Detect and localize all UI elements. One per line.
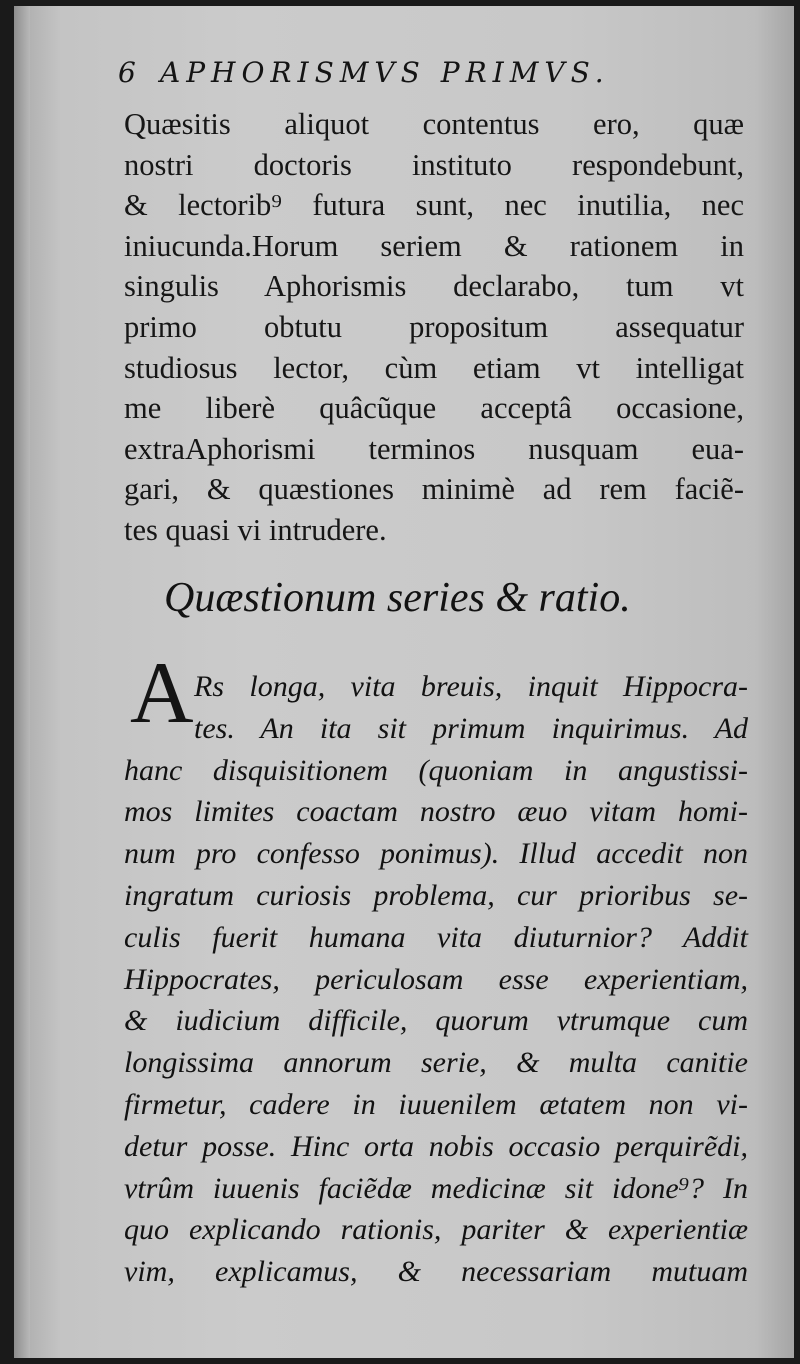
text-line: Hippocrates, periculosam esse experientiam, xyxy=(124,962,748,996)
text-line: Rs longa, vita breuis, inquit Hippocra- xyxy=(194,670,748,703)
text-line: num pro confesso ponimus). Illud accedit non xyxy=(124,837,748,871)
text-line: firmetur, cadere in iuuenilem ætatem non vi- xyxy=(124,1087,748,1121)
text-line: detur posse. Hinc orta nobis occasio perquirẽdi, xyxy=(124,1129,748,1163)
text-line: mos limites coactam nostro æuo vitam homi- xyxy=(124,795,748,829)
book-page xyxy=(14,6,794,1358)
body-paragraph xyxy=(124,666,748,1293)
text-line: singulis Aphorismis declarabo, tum vt xyxy=(124,269,744,304)
text-line: iniucunda.Horum seriem & rationem in xyxy=(124,228,744,263)
text-line: culis fuerit humana vita diuturnior? Addit xyxy=(124,920,748,954)
text-line: tes quasi vi intrudere. xyxy=(124,512,387,547)
text-line: tes. An ita sit primum inquirimus. Ad xyxy=(194,711,748,745)
text-line: extraAphorismi terminos nusquam eua- xyxy=(124,431,744,466)
text-line: quo explicando rationis, pariter & experientiæ xyxy=(124,1213,748,1247)
text-line: studiosus lector, cùm etiam vt intelligat xyxy=(124,350,744,385)
text-line: primo obtutu propositum assequatur xyxy=(124,309,744,344)
text-line: vim, explicamus, & necessariam mutuam xyxy=(124,1255,748,1289)
text-line: nostri doctoris instituto respondebunt, xyxy=(124,147,744,182)
text-line: Quæsitis aliquot contentus ero, quæ xyxy=(124,107,744,141)
running-header xyxy=(118,56,678,89)
drop-cap: A xyxy=(130,645,194,742)
text-line: & iudicium difficile, quorum vtrumque cum xyxy=(124,1004,748,1038)
text-line: ingratum curiosis problema, cur prioribus se- xyxy=(124,878,748,912)
running-title: APHORISMVS PRIMVS. xyxy=(160,56,610,89)
page-number: 6 xyxy=(118,56,136,89)
text-line: gari, & quæstiones minimè ad rem faciẽ- xyxy=(124,472,744,507)
text-line: me liberè quâcũque acceptâ occasione, xyxy=(124,391,744,426)
text-line: vtrûm iuuenis faciẽdæ medicinæ sit idone⁹? In xyxy=(124,1171,748,1205)
intro-paragraph xyxy=(124,104,744,551)
text-line: hanc disquisitionem (quoniam in angustissi- xyxy=(124,753,748,787)
page-gutter xyxy=(14,6,30,1358)
section-heading: Quæstionum series & ratio. xyxy=(164,575,631,621)
text-line: & lectorib⁹ futura sunt, nec inutilia, nec xyxy=(124,188,744,223)
text-line: longissima annorum serie, & multa canitie xyxy=(124,1046,748,1080)
